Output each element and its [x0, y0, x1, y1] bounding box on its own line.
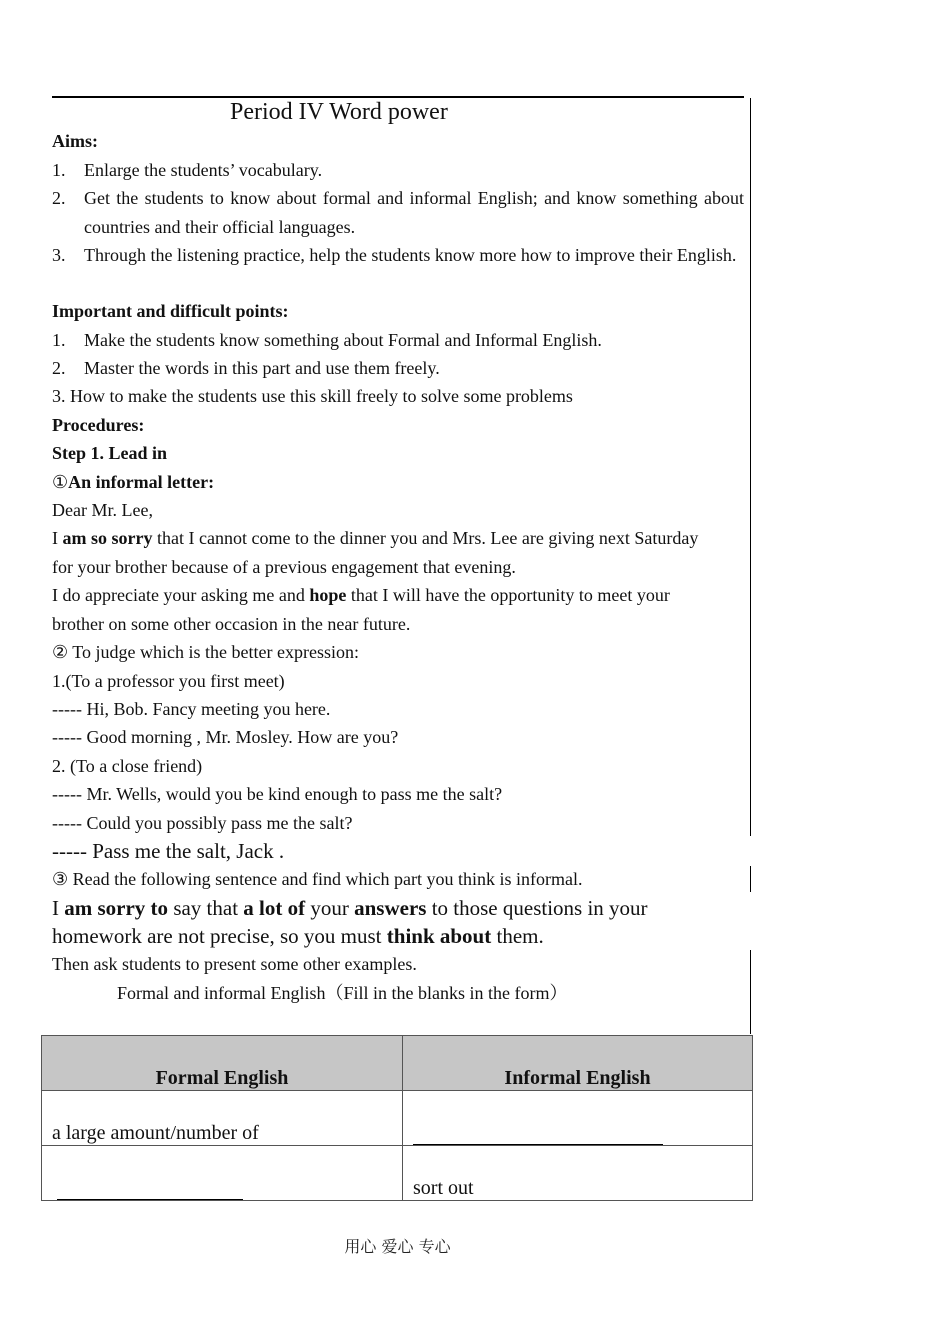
table-row	[42, 1146, 753, 1201]
right-margin-rule	[750, 98, 751, 836]
highlighted-phrase: a lot of	[243, 896, 306, 920]
highlighted-phrase: think about	[386, 924, 492, 948]
letter-line	[52, 581, 744, 610]
letter-line: for your brother because of a previous engagement that evening.	[52, 557, 516, 577]
aim-text: Through the listening practice, help the students know more how to improve their English.	[84, 245, 737, 265]
example-sentence-line	[52, 894, 744, 923]
aim-number: 2.	[52, 188, 66, 208]
text-run: say that	[168, 896, 244, 920]
followup-instruction: Then ask students to present some other examples.	[52, 954, 417, 974]
aims-heading: Aims:	[52, 131, 98, 151]
aim-text: Get the students to know about formal and informal English; and know something about countries and their official languages.	[84, 188, 744, 237]
aim-number: 3.	[52, 245, 66, 265]
text-run: your	[305, 896, 355, 920]
judge-question: 1.(To a professor you first meet)	[52, 671, 285, 691]
point-item-3: 3. How to make the students use this skill freely to solve some problems	[52, 386, 573, 406]
judge-question: 2. (To a close friend)	[52, 756, 203, 776]
judge-option: ----- Mr. Wells, would you be kind enough to pass me the salt?	[52, 784, 503, 804]
formal-cell: a large amount/number of	[42, 1091, 403, 1146]
header-informal: Informal English	[403, 1036, 753, 1091]
header-formal: Formal English	[42, 1036, 403, 1091]
points-heading: Important and difficult points:	[52, 301, 289, 321]
formal-informal-table	[41, 1035, 753, 1201]
judge-heading: ② To judge which is the better expression:	[52, 642, 359, 662]
highlighted-phrase: hope	[309, 585, 347, 605]
aim-number: 1.	[52, 160, 66, 180]
text-run: that I will have the opportunity to meet your	[346, 585, 670, 605]
circled-number: ①	[52, 472, 69, 492]
point-item	[52, 354, 744, 383]
page-footer: 用心 爱心 专心	[344, 1237, 451, 1256]
text-run: I	[52, 896, 65, 920]
point-number: 1.	[52, 330, 66, 350]
text-run: that I cannot come to the dinner you and Mrs. Lee are giving next Saturday	[152, 528, 699, 548]
procedures-heading: Procedures:	[52, 415, 145, 435]
step-heading: Step 1. Lead in	[52, 443, 168, 463]
letter-line: brother on some other occasion in the near future.	[52, 614, 411, 634]
fill-in-blank[interactable]	[57, 1179, 243, 1200]
right-margin-rule-3	[750, 950, 751, 1034]
judge-option: ----- Hi, Bob. Fancy meeting you here.	[52, 699, 331, 719]
point-item	[52, 326, 744, 355]
table-header-row	[42, 1036, 753, 1091]
informal-cell	[403, 1091, 753, 1146]
letter-line	[52, 524, 744, 553]
judge-option: ----- Pass me the salt, Jack .	[52, 839, 285, 863]
table-row	[42, 1091, 753, 1146]
fill-in-blank[interactable]	[413, 1124, 663, 1145]
highlighted-phrase: answers	[354, 896, 427, 920]
page-title: Period IV Word power	[230, 99, 448, 125]
letter-heading-text: An informal letter:	[68, 472, 215, 492]
judge-option: ----- Good morning , Mr. Mosley. How are you?	[52, 727, 399, 747]
point-text: Master the words in this part and use them freely.	[84, 358, 440, 378]
point-number: 2.	[52, 358, 66, 378]
text-run: to those questions in your	[426, 896, 648, 920]
judge-option: ----- Could you possibly pass me the salt?	[52, 813, 353, 833]
formal-cell	[42, 1146, 403, 1201]
highlighted-phrase: am so sorry	[62, 528, 153, 548]
informal-cell: sort out	[403, 1146, 753, 1201]
aim-text: Enlarge the students’ vocabulary.	[84, 160, 323, 180]
point-text: Make the students know something about Formal and Informal English.	[84, 330, 602, 350]
aim-item	[52, 156, 744, 185]
read-heading: ③ Read the following sentence and find which part you think is informal.	[52, 869, 583, 889]
text-run: I do appreciate your asking me and	[52, 585, 310, 605]
letter-salutation: Dear Mr. Lee,	[52, 500, 153, 520]
right-margin-rule-2	[750, 866, 751, 892]
text-run: I	[52, 528, 63, 548]
text-run: homework are not precise, so you must	[52, 924, 387, 948]
aim-item	[52, 184, 744, 241]
letter-heading	[52, 468, 744, 497]
text-run: them.	[491, 924, 544, 948]
example-sentence-line	[52, 922, 744, 951]
table-caption: Formal and informal English（Fill in the blanks in the form）	[117, 983, 568, 1003]
highlighted-phrase: am sorry to	[64, 896, 169, 920]
aim-item	[52, 241, 744, 270]
